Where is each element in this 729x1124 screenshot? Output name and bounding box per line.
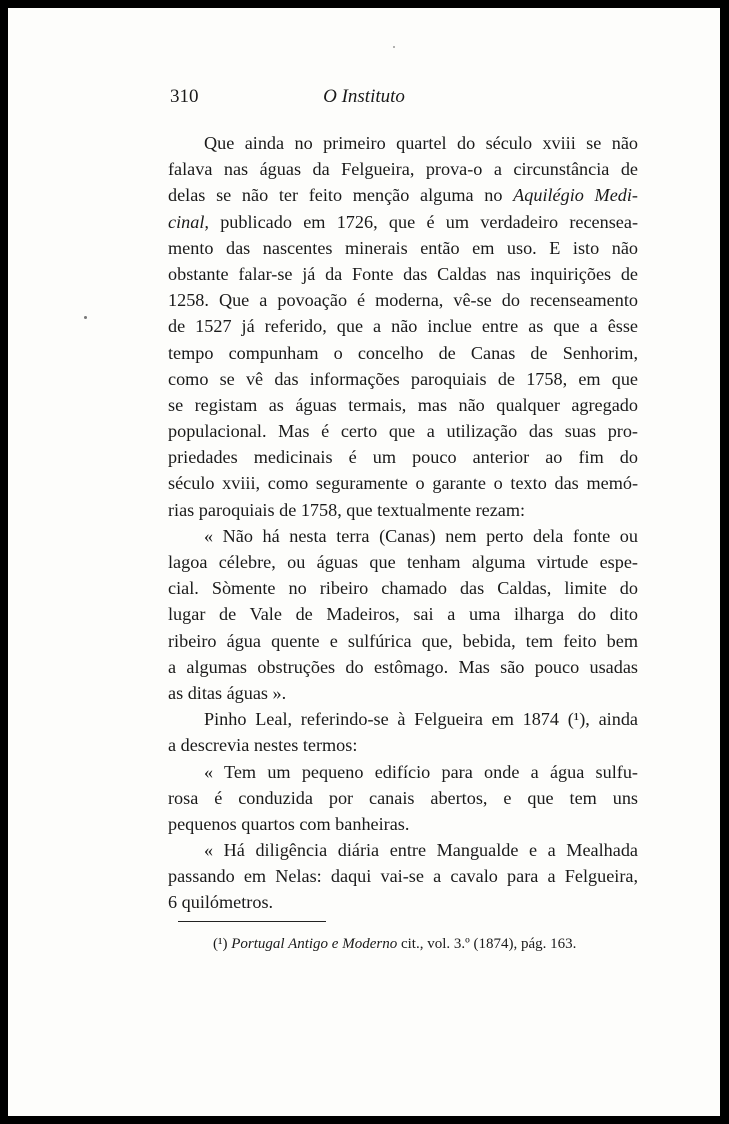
- page-number: 310: [170, 86, 199, 107]
- text-line: cinal, publicado em 1726, que é um verdadeiro recensea-: [168, 211, 638, 232]
- text-line: a descrevia nestes termos:: [168, 735, 358, 756]
- text-line: mento das nascentes minerais então em uso. E isto não: [168, 237, 638, 258]
- text-line: « Tem um pequeno edifício para onde a água sulfu-: [204, 761, 638, 782]
- text-line: rosa é conduzida por canais abertos, e que tem uns: [168, 787, 638, 808]
- footnote-marker: (¹): [213, 936, 228, 952]
- text-line: delas se não ter feito menção alguma no Aquilégio Medi-: [168, 185, 638, 206]
- footnote-divider: [178, 921, 326, 922]
- text-line: lagoa célebre, ou águas que tenham alguma virtude espe-: [168, 552, 638, 572]
- text-line: 1258. Que a povoação é moderna, vê-se do recenseamento: [168, 290, 638, 311]
- work-title: Aquilégio Medi-: [513, 185, 638, 206]
- text-line: lugar de Vale de Madeiros, sai a uma ilharga do dito: [168, 604, 638, 625]
- text-line: século xviii, como seguramente o garante o texto das memó-: [168, 473, 638, 494]
- text-line: se registam as águas termais, mas não qualquer agregado: [168, 394, 638, 415]
- scan-speck: [84, 316, 87, 319]
- text-line: priedades medicinais é um pouco anterior ao fim do: [168, 447, 638, 468]
- text-line: rias paroquiais de 1758, que textualmente rezam:: [168, 499, 526, 520]
- text-line: 6 quilómetros.: [168, 892, 274, 913]
- text-line: Pinho Leal, referindo-se à Felgueira em 1874 (¹), ainda: [204, 709, 638, 730]
- text-line: obstante falar-se já da Fonte das Caldas nas inquirições de: [168, 263, 638, 284]
- text-line: passando em Nelas: daqui vai-se a cavalo para a Felgueira,: [168, 866, 638, 887]
- work-title: cinal,: [168, 211, 209, 232]
- text-line: a algumas obstruções do estômago. Mas são pouco usadas: [168, 656, 638, 677]
- text-line: cial. Sòmente no ribeiro chamado das Caldas, limite do: [168, 578, 638, 599]
- running-title: O Instituto: [323, 86, 405, 107]
- text-line: « Não há nesta terra (Canas) nem perto dela fonte ou: [204, 525, 638, 546]
- document-page: [8, 8, 720, 1116]
- text-line: de 1527 já referido, que a não inclue entre as que a êsse: [168, 316, 638, 337]
- running-head: [8, 86, 720, 114]
- text-line: populacional. Mas é certo que a utilização das suas pro-: [168, 421, 638, 442]
- text-line: « Há diligência diária entre Mangualde e a Mealhada: [204, 840, 638, 861]
- footnote: [213, 936, 576, 953]
- scan-speck: [393, 46, 395, 48]
- text-line: como se vê das informações paroquiais de 1758, em que: [168, 368, 638, 389]
- footnote-citation: cit., vol. 3.º (1874), pág. 163.: [400, 936, 577, 952]
- text-line: ribeiro água quente e sulfúrica que, bebida, tem feito bem: [168, 630, 638, 651]
- text-line: Que ainda no primeiro quartel do século xviii se não: [204, 133, 638, 153]
- text-line: as ditas águas ».: [168, 682, 287, 703]
- footnote-title: Portugal Antigo e Moderno: [231, 936, 398, 952]
- body-text: [168, 130, 638, 916]
- text-line: falava nas águas da Felgueira, prova-o a circunstância de: [168, 159, 638, 180]
- text-line: pequenos quartos com banheiras.: [168, 813, 410, 834]
- text-line: tempo compunham o concelho de Canas de Senhorim,: [168, 342, 638, 363]
